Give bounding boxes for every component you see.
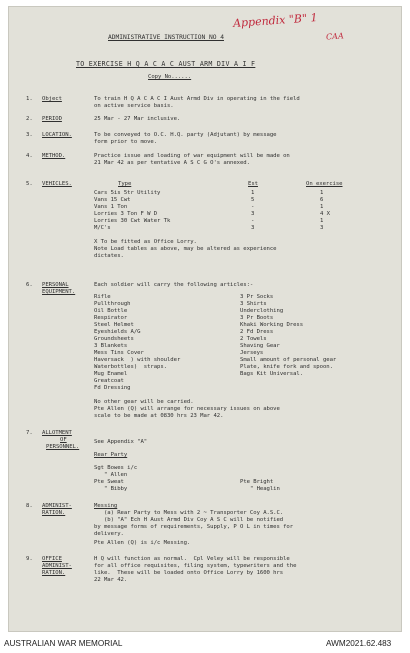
vehicle-exercise: 3 (320, 225, 324, 231)
section-heading: RATION. (42, 570, 66, 576)
section-heading: ADMINIST- (42, 563, 72, 569)
section-number: 7. (26, 430, 33, 436)
section-heading: VEHICLES. (42, 181, 72, 187)
section-heading: Object (42, 96, 62, 102)
section-line: 25 Mar - 27 Mar inclusive. (94, 116, 181, 122)
equipment-item: Jerseys (240, 350, 264, 356)
section-number: 9. (26, 556, 33, 562)
vehicle-est: 5 (251, 197, 255, 203)
equipment-item: Fd Dressing (94, 385, 131, 391)
office-line: like. These will be loaded onto Office Lorry by 1600 hrs (94, 570, 284, 576)
section-number: 8. (26, 503, 33, 509)
equipment-item: Greatcoat (94, 378, 124, 384)
section-line: To be conveyed to O.C. H.Q. party (Adjutant) by message (94, 132, 277, 138)
equipment-item: Mess Tins Cover (94, 350, 144, 356)
equipment-item: Bags Kit Universal. (240, 371, 304, 377)
section-heading: OFFICE (42, 556, 62, 562)
personnel-name: " Bibby (94, 486, 128, 492)
admin-line: by message forms of requirements, Supply, P O L in times for (94, 524, 294, 530)
personal-after: scale to be made at 0830 hrs 23 Mar 42. (94, 413, 224, 419)
vehicle-exercise: 4 X (320, 211, 330, 217)
doc-title: ADMINISTRATIVE INSTRUCTION NO 4 (108, 34, 224, 41)
section-number: 3. (26, 132, 33, 138)
personal-after: Pte Allen (Q) will arrange for necessary issues on above (94, 406, 280, 412)
equipment-item: Waterbottles) straps. (94, 364, 167, 370)
vehicle-type: M/C's (94, 225, 111, 231)
equipment-item: Plate, knife fork and spoon. (240, 364, 333, 370)
vehicle-exercise: 6 (320, 197, 324, 203)
equipment-item: 2 Fd Dress (240, 329, 274, 335)
section-heading: LOCATION. (42, 132, 72, 138)
admin-line: Messing (94, 503, 118, 509)
equipment-item: Respirator (94, 315, 128, 321)
vehicle-type: Lorries 3 Ton F W D (94, 211, 158, 217)
section-line: on active service basis. (94, 103, 174, 109)
section-number: 4. (26, 153, 33, 159)
admin-line: delivery. (94, 531, 124, 537)
vehicle-est: 1 (251, 190, 255, 196)
section-heading: PERIOD (42, 116, 62, 122)
personnel-name: " Heaglin (240, 486, 280, 492)
section-heading: ALLOTMENT (42, 430, 72, 436)
vehicle-est: 3 (251, 225, 255, 231)
vehicle-col-est: Est (248, 181, 258, 187)
equipment-item: 3 Pr Socks (240, 294, 274, 300)
section-heading: PERSONAL (42, 282, 69, 288)
office-line: H Q will function as normal. Cpl Veley will be responsible (94, 556, 290, 562)
section-heading: RATION. (42, 510, 66, 516)
section-number: 2. (26, 116, 33, 122)
section-heading: ADMINIST- (42, 503, 72, 509)
section-line: 21 Mar 42 as per tentative A S C G O's annexed. (94, 160, 250, 166)
equipment-item: 2 Towels (240, 336, 267, 342)
personal-after: No other gear will be carried. (94, 399, 194, 405)
vehicle-col-exercise: On exercise (306, 181, 343, 187)
admin-line: (b) "A" Ech H Aust Armd Div Coy A S C will be notified (94, 517, 284, 523)
handwritten-annotation-sub: CAA (325, 31, 344, 42)
vehicle-type: Vans 15 Cwt (94, 197, 131, 203)
equipment-item: Eyeshields A/G (94, 329, 141, 335)
equipment-item: Small amount of personal gear (240, 357, 337, 363)
personal-intro: Each soldier will carry the following articles:- (94, 282, 254, 288)
archive-reference: AWM2021.62.483 (326, 639, 392, 648)
section-heading: PERSONNEL. (46, 444, 80, 450)
equipment-item: Pullthrough (94, 301, 131, 307)
equipment-item: Mug Enamel (94, 371, 128, 377)
vehicle-exercise: 1 (320, 218, 324, 224)
archive-name: AUSTRALIAN WAR MEMORIAL (4, 639, 123, 648)
equipment-item: Khaki Working Dress (240, 322, 304, 328)
section-line: Practice issue and loading of war equipment will be made on (94, 153, 290, 159)
section-number: 5. (26, 181, 33, 187)
vehicle-est: - (251, 218, 255, 224)
doc-subtitle: TO EXERCISE H Q A C A C AUST ARM DIV A I F (76, 60, 256, 68)
vehicle-exercise: 1 (320, 204, 324, 210)
vehicle-note: Note Load tables as above, may be altered as experience (94, 246, 277, 252)
equipment-item: 3 Blankets (94, 343, 128, 349)
equipment-item: Shaving Gear (240, 343, 280, 349)
section-number: 1. (26, 96, 33, 102)
vehicle-type: Cars 5is 5tr Utility (94, 190, 161, 196)
office-line: 22 Mar 42. (94, 577, 128, 583)
equipment-item: Groundsheets (94, 336, 134, 342)
vehicle-note: X To be fitted as Office Lorry. (94, 239, 197, 245)
section-line: form prior to move. (94, 139, 158, 145)
equipment-item: 3 Pr Boots (240, 315, 274, 321)
vehicle-type: Lorries 30 Cwt Water Tk (94, 218, 171, 224)
vehicle-exercise: 1 (320, 190, 324, 196)
personnel-name: " Allen (94, 472, 128, 478)
vehicle-note: dictates. (94, 253, 124, 259)
section-number: 6. (26, 282, 33, 288)
equipment-item: 3 Shirts (240, 301, 267, 307)
archive-footer (0, 636, 410, 653)
vehicle-type: Vans 1 Ton (94, 204, 128, 210)
personnel-name: Pte Sweat (94, 479, 124, 485)
handwritten-annotation: Appendix "B" 1 (232, 11, 318, 30)
vehicle-est: - (251, 204, 255, 210)
equipment-item: Rifle (94, 294, 111, 300)
personnel-name: Pte Bright (240, 479, 274, 485)
office-line: for all office requisites, filing system, typewriters and the (94, 563, 297, 569)
rear-party-heading: Rear Party (94, 452, 128, 458)
vehicle-est: 3 (251, 211, 255, 217)
equipment-item: Steel Helmet (94, 322, 134, 328)
personnel-name: Sgt Bowes i/c (94, 465, 138, 471)
copy-number: Copy No...... (148, 74, 192, 80)
document-sheet (8, 6, 402, 632)
see-appendix: See Appendix "A" (94, 439, 148, 445)
section-line: To train H Q A C A C I Aust Armd Div in operating in the field (94, 96, 300, 102)
admin-line: (a) Rear Party to Mess with 2 ~ Transporter Coy A.S.C. (94, 510, 284, 516)
section-heading: EQUIPMENT. (42, 289, 76, 295)
section-heading: OF (60, 437, 67, 443)
vehicle-col-type: Type (118, 181, 132, 187)
equipment-item: Underclothing (240, 308, 284, 314)
admin-line: Pte Allen (Q) is i/c Messing. (94, 540, 191, 546)
equipment-item: Oil Bottle (94, 308, 128, 314)
section-heading: METHOD. (42, 153, 66, 159)
equipment-item: Haversack ) with shoulder (94, 357, 181, 363)
